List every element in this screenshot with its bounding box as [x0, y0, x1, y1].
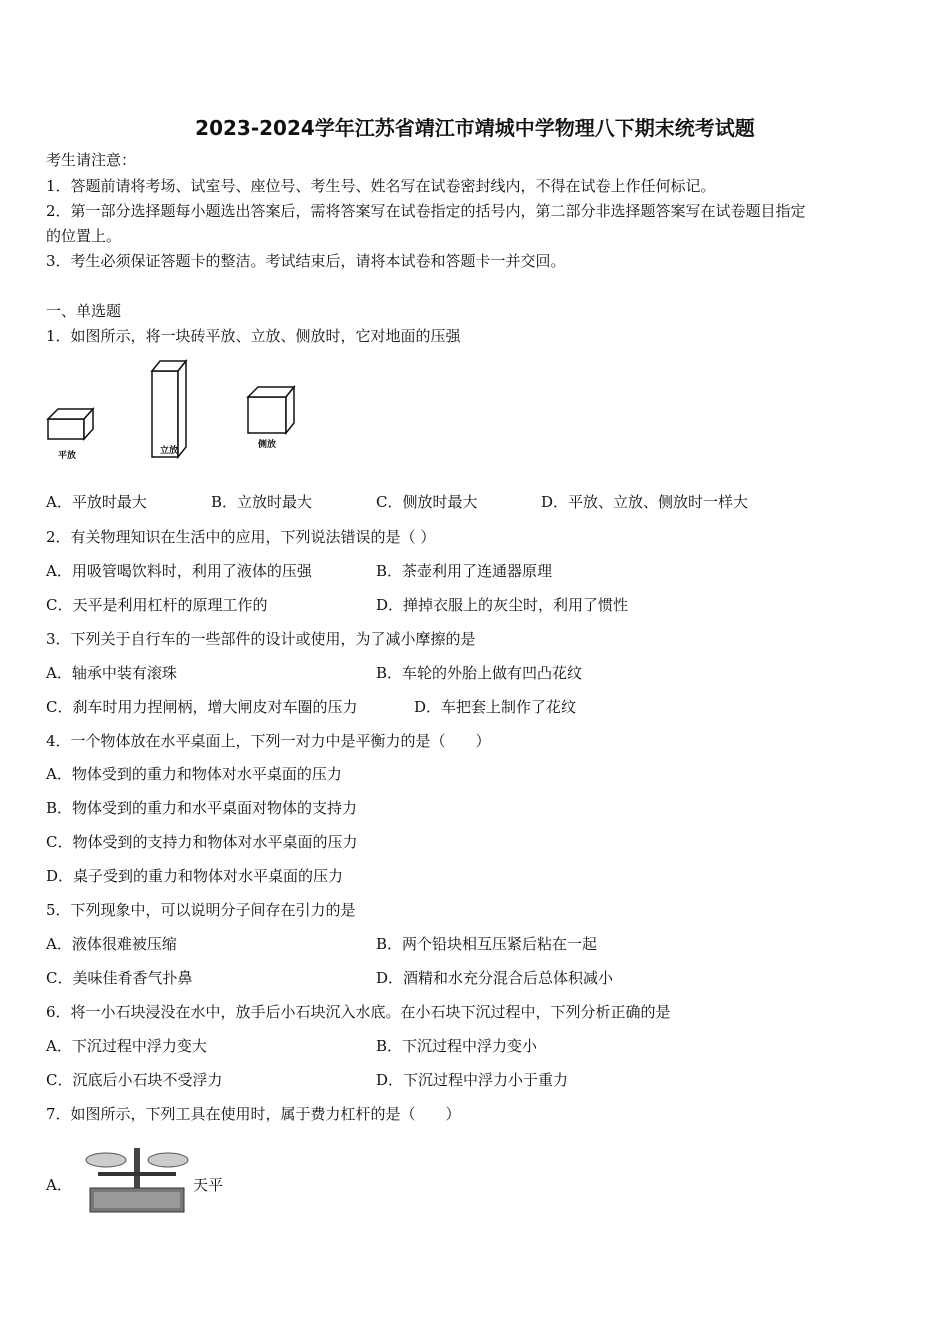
question-stem: 4．一个物体放在水平桌面上，下列一对力中是平衡力的是（ ） — [46, 732, 491, 750]
option[interactable]: B．车轮的外胎上做有凹凸花纹 — [376, 664, 583, 682]
option[interactable]: A．轴承中装有滚珠 — [46, 664, 177, 682]
option[interactable]: A．用吸管喝饮料时，利用了液体的压强 — [46, 562, 312, 580]
page-title: 2023-2024学年江苏省靖江市靖城中学物理八下期末统考试题 — [195, 116, 755, 140]
question-stem: 3．下列关于自行车的一些部件的设计或使用，为了减小摩擦的是 — [46, 630, 476, 648]
option[interactable]: D．平放、立放、侧放时一样大 — [541, 493, 749, 511]
option[interactable]: C．物体受到的支持力和物体对水平桌面的压力 — [46, 833, 358, 851]
question-stem: 1．如图所示，将一块砖平放、立放、侧放时，它对地面的压强 — [46, 327, 461, 345]
option[interactable]: D．掸掉衣服上的灰尘时，利用了惯性 — [376, 596, 629, 614]
notice-item: 的位置上。 — [46, 227, 122, 245]
option[interactable]: D．下沉过程中浮力小于重力 — [376, 1071, 569, 1089]
question-stem: 6．将一小石块浸没在水中，放手后小石块沉入水底。在小石块下沉过程中，下列分析正确的是 — [46, 1003, 671, 1021]
option[interactable]: A．平放时最大 — [46, 493, 147, 511]
option[interactable]: B．茶壶利用了连通器原理 — [376, 562, 553, 580]
option-letter[interactable]: A． — [46, 1176, 72, 1194]
notice-item: 3．考生必须保证答题卡的整洁。考试结束后，请将本试卷和答题卡一并交回。 — [46, 252, 566, 270]
option-label[interactable]: 天平 — [193, 1176, 224, 1194]
figure-caption: 立放 — [160, 446, 179, 456]
option[interactable]: D．车把套上制作了花纹 — [414, 698, 577, 716]
option[interactable]: C．美味佳肴香气扑鼻 — [46, 969, 193, 987]
balance-scale-image — [84, 1142, 190, 1218]
notice-heading: 考生请注意： — [46, 151, 137, 169]
option[interactable]: D．桌子受到的重力和物体对水平桌面的压力 — [46, 867, 344, 885]
notice-item: 1．答题前请将考场、试室号、座位号、考生号、姓名写在试卷密封线内，不得在试卷上作任何标记。 — [46, 177, 716, 195]
option[interactable]: B．下沉过程中浮力变小 — [376, 1037, 538, 1055]
section-heading: 一、单选题 — [46, 302, 122, 320]
option[interactable]: B．立放时最大 — [211, 493, 313, 511]
option[interactable]: A．液体很难被压缩 — [46, 935, 177, 953]
option[interactable]: C．刹车时用力捏闸柄，增大闸皮对车圈的压力 — [46, 698, 358, 716]
question-stem: 2．有关物理知识在生活中的应用，下列说法错误的是（ ） — [46, 528, 436, 546]
figure-caption: 平放 — [58, 451, 77, 461]
figure-caption: 侧放 — [258, 440, 277, 450]
option[interactable]: B．两个铅块相互压紧后粘在一起 — [376, 935, 598, 953]
question-stem: 7．如图所示，下列工具在使用时，属于费力杠杆的是（ ） — [46, 1105, 461, 1123]
option[interactable]: A．下沉过程中浮力变大 — [46, 1037, 207, 1055]
option[interactable]: D．酒精和水充分混合后总体积减小 — [376, 969, 614, 987]
option[interactable]: B．物体受到的重力和水平桌面对物体的支持力 — [46, 799, 358, 817]
option[interactable]: C．侧放时最大 — [376, 493, 478, 511]
question-stem: 5．下列现象中，可以说明分子间存在引力的是 — [46, 901, 356, 919]
option[interactable]: A．物体受到的重力和物体对水平桌面的压力 — [46, 765, 342, 783]
notice-item: 2．第一部分选择题每小题选出答案后，需将答案写在试卷指定的括号内，第二部分非选择题答案写在试卷题目指定 — [46, 202, 806, 220]
option[interactable]: C．沉底后小石块不受浮力 — [46, 1071, 223, 1089]
option[interactable]: C．天平是利用杠杆的原理工作的 — [46, 596, 268, 614]
